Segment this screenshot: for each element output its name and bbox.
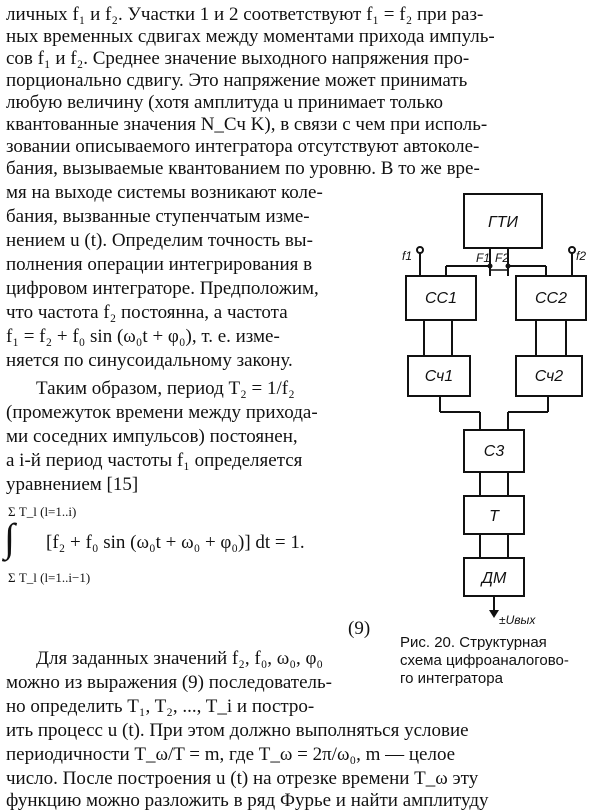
text-line: любую величину (хотя амплитуда u принимает только: [6, 92, 443, 113]
text-line: Для заданных значений f₂, f₀, ω₀, φ₀: [36, 648, 324, 669]
text-line: уравнением [15]: [6, 474, 139, 495]
equation-lower-limit: Σ T_l (l=1..i−1): [8, 570, 91, 585]
text-line: f₁ = f₂ + f₀ sin (ω₀t + φ₀), т. е. изме-: [6, 326, 280, 347]
block-diagram: [396, 186, 600, 626]
text-line: бания, вызванные ступенчатым изме-: [6, 206, 310, 227]
text-line: порционально сдвигу. Это напряжение может принимать: [6, 70, 468, 91]
text-line: но определить T₁, T₂, ..., T_i и постро-: [6, 696, 315, 717]
label-gti: ГТИ: [488, 214, 518, 231]
text-line: ить процесс u (t). При этом должно выполняться условие: [6, 720, 469, 741]
label-sch2: Сч2: [534, 368, 564, 385]
text-line: можно из выражения (9) последователь-: [6, 672, 333, 693]
label-output-F2: F2: [495, 251, 510, 265]
label-t: Т: [489, 508, 499, 525]
text-line: Таким образом, период T₂ = 1/f₂: [36, 378, 295, 399]
text-line: личных f₁ и f₂. Участки 1 и 2 соответствуют f₁ = f₂ при раз-: [6, 4, 484, 25]
integral-sign: ∫: [4, 515, 15, 560]
label-input-f2: f2: [576, 249, 587, 263]
text-line: функцию можно разложить в ряд Фурье и найти амплитуду: [6, 790, 489, 811]
equation-number: (9): [348, 618, 371, 639]
text-line: цифровом интеграторе. Предположим,: [6, 278, 319, 299]
label-output-u: ±Uвых: [499, 613, 536, 626]
text-line: квантованные значения N_Сч K), в связи с чем при исполь-: [6, 114, 488, 135]
label-input-f1: f1: [402, 249, 413, 263]
label-s3: С3: [483, 443, 505, 460]
text-line: а i-й период частоты f₁ определяется: [6, 450, 303, 471]
text-line: мя на выходе системы возникают коле-: [6, 182, 323, 203]
text-line: нением u (t). Определим точность вы-: [6, 230, 313, 251]
text-line: число. После построения u (t) на отрезке времени T_ω эту: [6, 768, 479, 789]
text-line: что частота f₂ постоянна, а частота: [6, 302, 288, 323]
figure-caption: схема цифроаналогово-: [400, 652, 569, 669]
label-dm: ДМ: [481, 570, 507, 587]
label-sch1: Сч1: [424, 368, 454, 385]
equation-upper-limit: Σ T_l (l=1..i): [8, 504, 77, 519]
text-line: полнения операции интегрирования в: [6, 254, 313, 275]
text-line: сов f₁ и f₂. Среднее значение выходного напряжения про-: [6, 48, 470, 69]
text-line: бания, вызываемые квантованием по уровню. В то же вре-: [6, 158, 480, 179]
figure-caption: Рис. 20. Структурная: [400, 634, 547, 651]
text-line: ных временных сдвигах между моментами прихода импуль-: [6, 26, 495, 47]
label-ss1: СС1: [424, 290, 458, 307]
text-line: няется по синусоидальному закону.: [6, 350, 293, 371]
label-ss2: СС2: [534, 290, 568, 307]
text-line: зовании описываемого интегратора отсутствуют автоколе-: [6, 136, 480, 157]
text-line: ми соседних импульсов) постоянен,: [6, 426, 298, 447]
label-output-F1: F1: [476, 251, 491, 265]
text-line: (промежуток времени между приходa-: [6, 402, 318, 423]
output-arrow: [489, 610, 499, 618]
text-line: периодичности T_ω/T = m, где T_ω = 2π/ω₀, m — целое: [6, 744, 456, 765]
figure-caption: го интегратора: [400, 670, 503, 687]
equation-integrand: [f₂ + f₀ sin (ω₀t + ω₀ + φ₀)] dt = 1.: [46, 532, 305, 553]
